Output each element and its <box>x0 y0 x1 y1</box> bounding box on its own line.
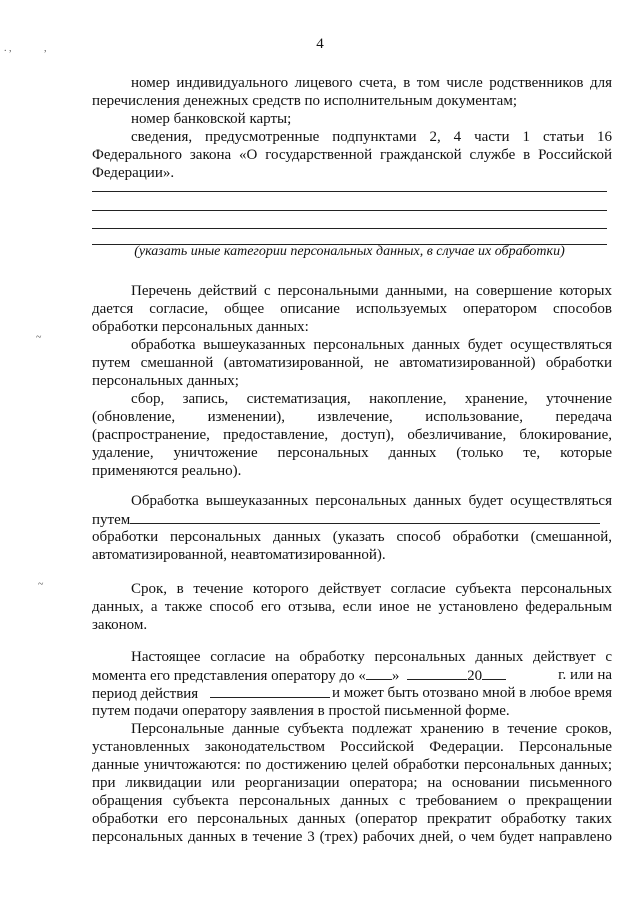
paragraph-line: Федерации». <box>92 165 175 181</box>
paragraph-line: номер индивидуального лицевого счета, в том числе родственников для <box>131 75 612 91</box>
method-blank <box>130 510 600 524</box>
paragraph-line: при ликвидации или реорганизации оператора; на основании письменного <box>92 775 612 791</box>
period-blank <box>210 684 330 698</box>
paragraph-line: сведения, предусмотренные подпунктами 2, 4 части 1 статьи 16 <box>131 129 612 145</box>
validity-text: и может быть отозвано мной в любое время <box>332 685 612 701</box>
paragraph-line: (распространение, предоставление, доступ), обезличивание, блокирование, <box>92 427 612 443</box>
scan-mark: . , <box>4 43 12 54</box>
paragraph-line: (обновление, изменении), извлечение, использование, передача <box>92 409 612 425</box>
paragraph-line: удаление, уничтожение персональных данных (только те, которые <box>92 445 612 461</box>
fill-line <box>92 228 607 229</box>
paragraph-line: данных, а также способ его отзыва, если иное не установлено федеральным <box>92 599 612 615</box>
fill-line <box>92 210 607 211</box>
validity-period-row <box>92 684 612 703</box>
validity-text: г. или на <box>558 667 612 683</box>
paragraph-line: дается согласие, общее описание используемых оператором способов <box>92 301 612 317</box>
scan-mark: ~ <box>36 332 42 343</box>
paragraph-line: сбор, запись, систематизация, накопление, хранение, уточнение <box>131 391 612 407</box>
month-blank <box>407 666 467 680</box>
paragraph-line: персональных данных в течение 3 (трех) рабочих дней, о чем будет направлено <box>92 829 612 845</box>
fill-line <box>92 191 607 192</box>
paragraph-line: Срок, в течение которого действует согласие субъекта персональных <box>131 581 612 597</box>
paragraph-line: Персональные данные субъекта подлежат хранению в течение сроков, <box>131 721 612 737</box>
validity-text: » <box>391 668 400 684</box>
paragraph-line: обработки его персональных данных (оператор прекратит обработку таких <box>92 811 612 827</box>
fill-caption: (указать иные категории персональных данных, в случае их обработки) <box>134 244 565 259</box>
paragraph-line: Федерального закона «О государственной гражданской службе в Российской <box>92 147 612 163</box>
scan-mark: , <box>44 43 47 54</box>
year-blank <box>482 666 506 680</box>
paragraph-line: Обработка вышеуказанных персональных данных будет осуществляться <box>131 493 612 509</box>
paragraph-line: применяются реально). <box>92 463 242 479</box>
scan-mark: ~ <box>38 579 44 590</box>
paragraph-line: данные уничтожаются: по достижению целей обработки персональных данных; <box>92 757 612 773</box>
paragraph-line: путем подачи оператору заявления в простой письменной форме. <box>92 703 510 719</box>
year-prefix: 20 <box>467 668 483 684</box>
method-word: путем <box>92 512 131 528</box>
paragraph-line: Перечень действий с персональными данными, на совершение которых <box>131 283 612 299</box>
paragraph-line: обработки персональных данных: <box>92 319 309 335</box>
day-blank <box>366 666 392 680</box>
paragraph-line: персональных данных; <box>92 373 239 389</box>
paragraph-line: перечисления денежных средств по исполнительным документам; <box>92 93 517 109</box>
paragraph-line: обработка вышеуказанных персональных данных будет осуществляться <box>131 337 612 353</box>
page-number: 4 <box>316 36 324 52</box>
paragraph-line: Настоящее согласие на обработку персональных данных действует с <box>131 649 612 665</box>
paragraph-line: автоматизированной, неавтоматизированной). <box>92 547 386 563</box>
paragraph-line: законом. <box>92 617 148 633</box>
paragraph-line: путем смешанной (автоматизированной, не автоматизированной) обработки <box>92 355 612 371</box>
paragraph-line: обращения субъекта персональных данных с требованием о прекращении <box>92 793 612 809</box>
paragraph-line: номер банковской карты; <box>131 111 292 127</box>
validity-date-row <box>92 666 612 685</box>
validity-text: момента его представления оператору до « <box>92 668 366 684</box>
method-fill-row <box>92 510 600 529</box>
paragraph-line: установленных законодательством Российской Федерации. Персональные <box>92 739 612 755</box>
paragraph-line: обработки персональных данных (указать способ обработки (смешанной, <box>92 529 612 545</box>
validity-text: период действия <box>92 686 199 702</box>
